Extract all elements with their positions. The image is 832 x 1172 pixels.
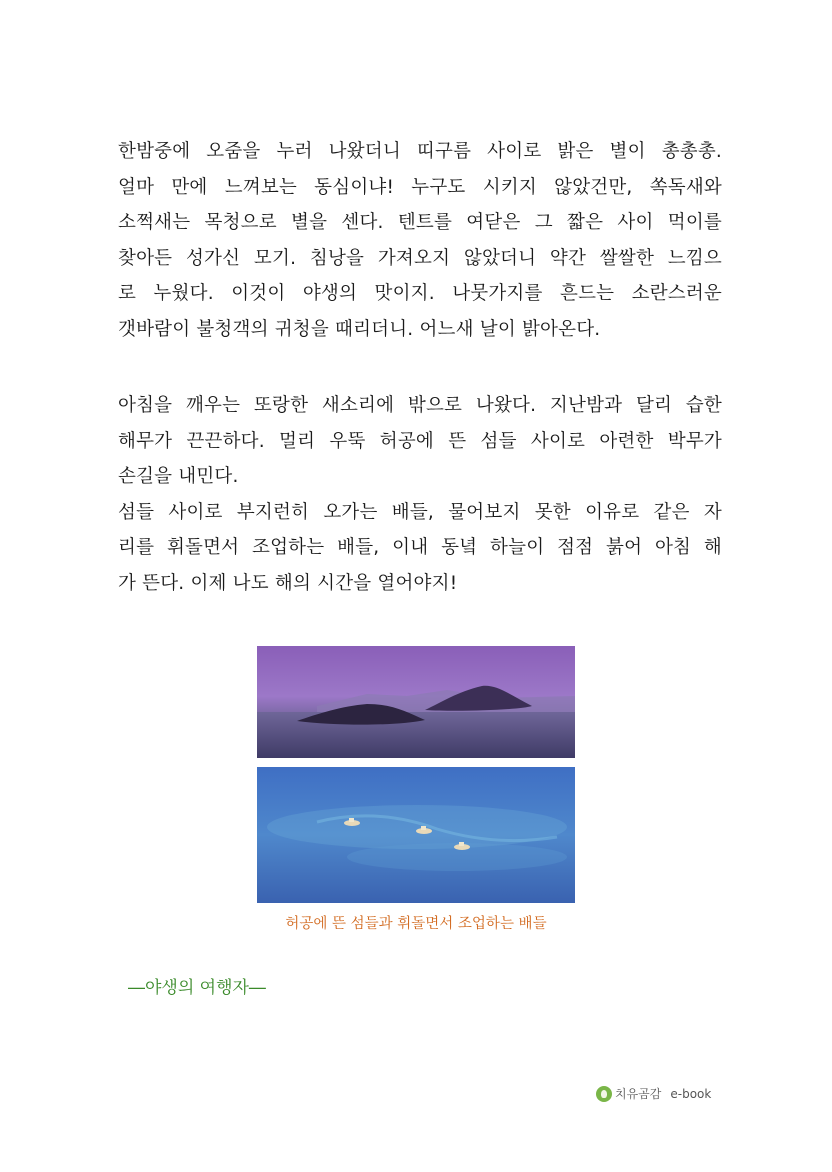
paragraph-morning [118, 388, 722, 601]
text-line: 리를 휘돌면서 조업하는 배들, 이내 동녘 하늘이 점점 붉어 아침 해 [118, 537, 722, 558]
text-line: 섬들 사이로 부지런히 오가는 배들, 물어보지 못한 이유로 같은 자 [118, 501, 722, 523]
text-line: 얼마 만에 느껴보는 동심이냐! 누구도 시키지 않았건만, 쏙독새와 [118, 176, 722, 198]
paragraph-night [118, 134, 722, 347]
photo-caption: 허공에 뜬 섬들과 휘돌면서 조업하는 배들 [285, 916, 547, 932]
text-line: 갯바람이 불청객의 귀청을 때리더니. 어느새 날이 밝아온다. [118, 318, 601, 340]
footer-brand [596, 1085, 711, 1102]
photo-islands [257, 646, 575, 758]
text-line: 손길을 내민다. [118, 466, 239, 487]
text-line: 한밤중에 오줌을 누러 나왔더니 띠구름 사이로 밝은 별이 총총총. [118, 141, 722, 162]
author-signature: ―야생의 여행자― [128, 978, 266, 998]
text-line: 가 뜬다. 이제 나도 해의 시간을 열어야지! [118, 572, 458, 594]
leaf-logo-icon [596, 1086, 612, 1102]
text-line: 소쩍새는 목청으로 별을 센다. 텐트를 여닫은 그 짧은 사이 먹이를 [118, 212, 722, 233]
photo-boats [257, 767, 575, 903]
text-line: 해무가 끈끈하다. 멀리 우뚝 허공에 뜬 섬들 사이로 아련한 박무가 [118, 430, 722, 452]
boats-image [257, 767, 575, 903]
footer-suffix: e-book [670, 1086, 712, 1101]
text-line: 로 누웠다. 이것이 야생의 맛이지. 나뭇가지를 흔드는 소란스러운 [118, 283, 722, 304]
text-line: 찾아든 성가신 모기. 침낭을 가져오지 않았더니 약간 쌀쌀한 느낌으 [118, 247, 722, 269]
text-line: 아침을 깨우는 또랑한 새소리에 밖으로 나왔다. 지난밤과 달리 습한 [118, 395, 722, 416]
islands-image [257, 646, 575, 758]
footer-brand-name: 치유곰감 [615, 1087, 662, 1101]
